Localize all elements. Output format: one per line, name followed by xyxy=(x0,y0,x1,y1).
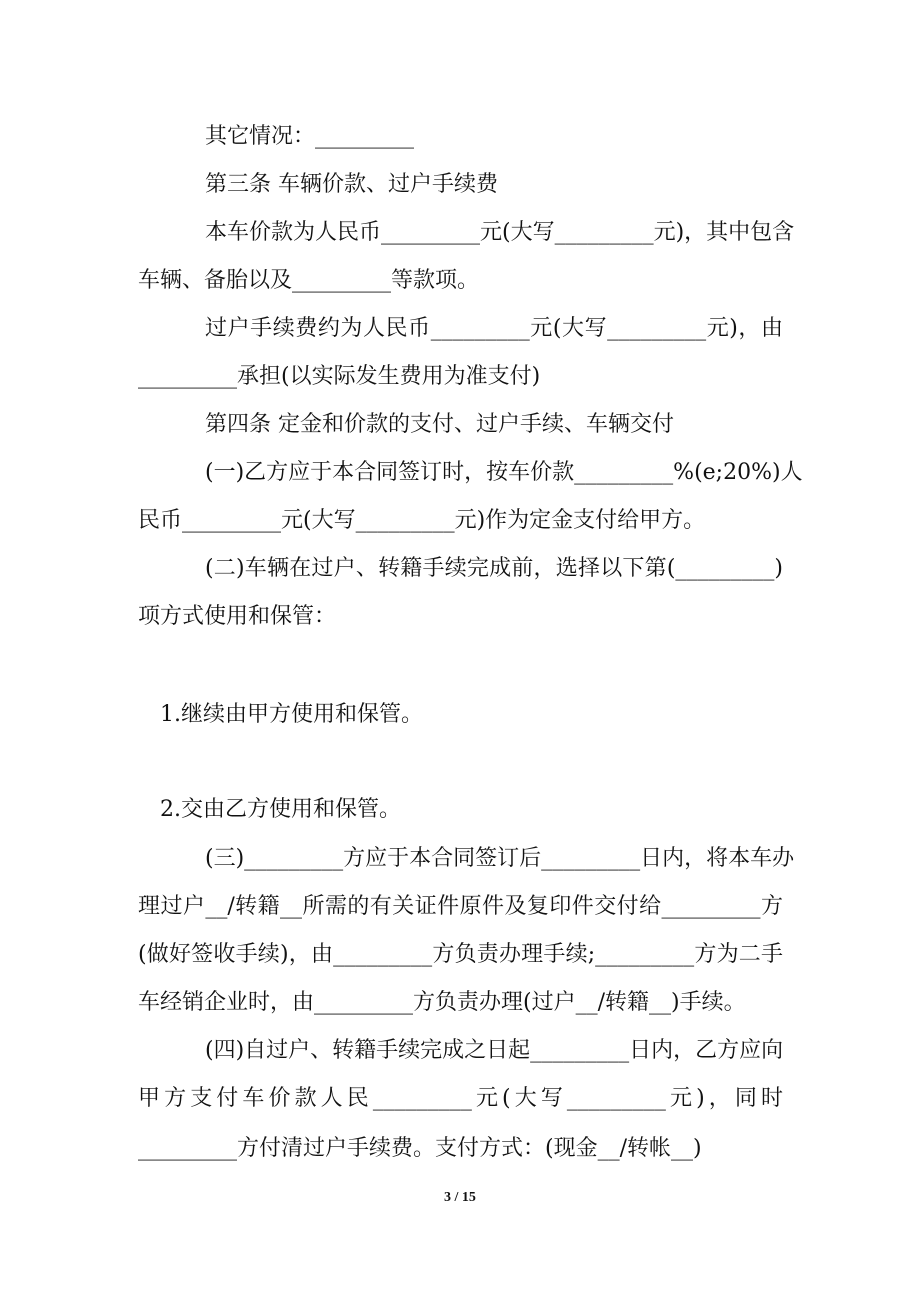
article-4-item-2-line-2: 项方式使用和保管： xyxy=(138,604,337,629)
article-4-item-1-line-1: (一)乙方应于本合同签订时，按车价款_________%(e;20%)人 xyxy=(205,460,803,485)
article-3-para-2-line-1: 过户手续费约为人民币_________元(大写_________元)，由 xyxy=(205,316,783,341)
page-number: 3 / 15 xyxy=(444,1190,476,1205)
article-3-para-1-line-2: 车辆、备胎以及_________等款项。 xyxy=(138,268,480,293)
article-4-item-2-line-1: (二)车辆在过户、转籍手续完成前，选择以下第(_________) xyxy=(205,556,783,581)
article-3-para-2-line-2: _________承担(以实际发生费用为准支付) xyxy=(138,364,541,389)
option-2: 2.交由乙方使用和保管。 xyxy=(160,797,401,822)
article-3-heading: 第三条 车辆价款、过户手续费 xyxy=(205,172,498,197)
article-4-item-3-line-3: (做好签收手续)，由_________方负责办理手续;_________方为二手 xyxy=(138,942,783,967)
article-4-item-1-line-2: 民币_________元(大写_________元)作为定金支付给甲方。 xyxy=(138,508,706,533)
article-4-item-3-line-1: (三)_________方应于本合同签订后_________日内，将本车办 xyxy=(205,846,795,871)
article-4-item-4-line-2: 甲方支付车价款人民_________元(大写_________元)，同时 xyxy=(138,1086,783,1111)
other-conditions-line: 其它情况：_________ xyxy=(205,124,415,149)
article-3-para-1-line-1: 本车价款为人民币_________元(大写_________元)，其中包含 xyxy=(205,220,795,245)
option-1: 1.继续由甲方使用和保管。 xyxy=(160,702,423,727)
article-4-heading: 第四条 定金和价款的支付、过户手续、车辆交付 xyxy=(205,412,674,437)
article-4-item-4-line-3: _________方付清过户手续费。支付方式：(现金__/转帐__) xyxy=(138,1136,702,1161)
article-4-item-4-line-1: (四)自过户、转籍手续完成之日起_________日内，乙方应向 xyxy=(205,1038,784,1063)
article-4-item-3-line-2: 理过户__/转籍__所需的有关证件原件及复印件交付给_________方 xyxy=(138,894,783,919)
article-4-item-3-line-4: 车经销企业时，由_________方负责办理(过户__/转籍__)手续。 xyxy=(138,990,746,1015)
